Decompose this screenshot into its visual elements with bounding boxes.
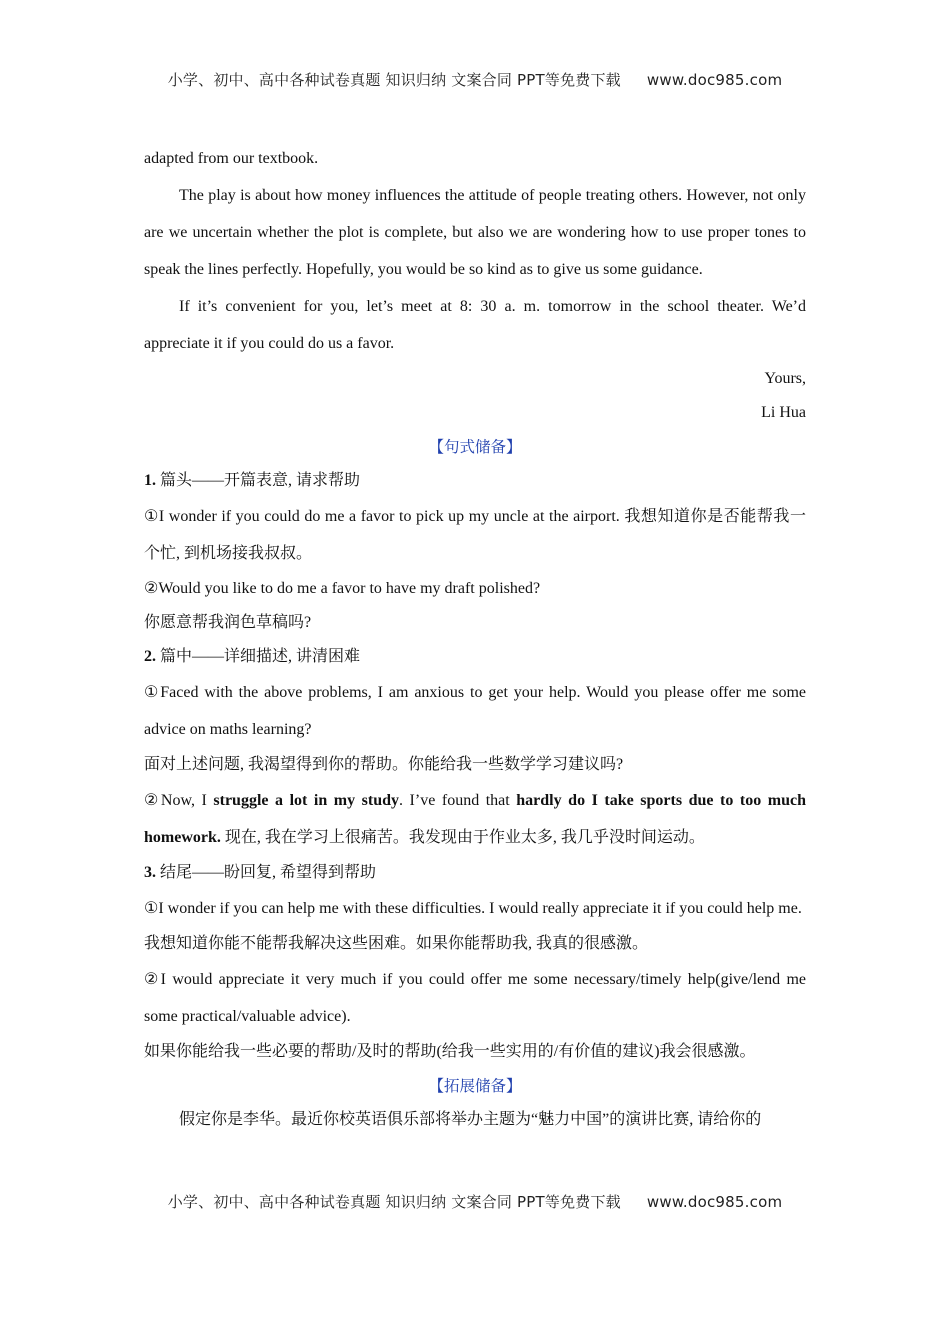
heading-ending-number: 3. — [144, 864, 156, 881]
sentence-body-2-cn: 现在, 我在学习上很痛苦。我发现由于作业太多, 我几乎没时间运动。 — [220, 829, 705, 846]
footer-banner-url[interactable]: www.doc985.com — [646, 1193, 783, 1211]
sentence-opening-1 — [144, 498, 806, 572]
sentence-opening-2-cn: 你愿意帮我润色草稿吗? — [144, 614, 312, 631]
sentence-body-1-en: ①Faced with the above problems, I am anxious to get your help. Would you please offer me some advice on maths learning? — [144, 684, 806, 738]
heading-body-text: 篇中——详细描述, 讲清困难 — [156, 648, 361, 665]
sentence-opening-1-cn: 我想知道你是否能帮我一个忙, 到机场接我叔叔。 — [144, 508, 806, 562]
sentence-opening-1-en: ①I wonder if you could do me a favor to pick up my uncle at the airport. — [144, 508, 625, 525]
header-banner — [0, 69, 950, 90]
sentence-ending-1-en: ①I wonder if you can help me with these difficulties. I would really appreciate it if you could help me. — [144, 900, 802, 917]
letter-signature: Li Hua — [761, 404, 806, 421]
heading-ending — [144, 856, 806, 890]
sentence-body-2-bold-a: struggle a lot in my study — [213, 792, 400, 809]
header-banner-text: 小学、初中、高中各种试卷真题 知识归纳 文案合同 PPT等免费下载 — [167, 71, 621, 89]
footer-banner — [0, 1191, 950, 1212]
sentence-body-2-part-c: . I’ve found that — [399, 792, 517, 809]
footer-banner-text: 小学、初中、高中各种试卷真题 知识归纳 文案合同 PPT等免费下载 — [167, 1193, 621, 1211]
extension-task-paragraph: 假定你是李华。最近你校英语俱乐部将举办主题为“魅力中国”的演讲比赛, 请给你的 — [179, 1111, 762, 1128]
heading-opening-text: 篇头——开篇表意, 请求帮助 — [156, 472, 361, 489]
heading-body-number: 2. — [144, 648, 156, 665]
heading-opening — [144, 464, 806, 498]
document-body — [144, 140, 806, 1137]
letter-paragraph-2: If it’s convenient for you, let’s meet at 8: 30 a. m. tomorrow in the school theater. We’d appreciate it if you could do us a favor. — [144, 298, 806, 352]
sentence-body-2 — [144, 782, 806, 856]
header-banner-url[interactable]: www.doc985.com — [646, 71, 783, 89]
sentence-ending-1-cn: 我想知道你能不能帮我解决这些困难。如果你能帮助我, 我真的很感激。 — [144, 935, 649, 952]
letter-continuation: adapted from our textbook. — [144, 150, 319, 167]
letter-closing: Yours, — [764, 370, 806, 387]
sentence-body-1-cn: 面对上述问题, 我渴望得到你的帮助。你能给我一些数学学习建议吗? — [144, 756, 624, 773]
sentence-opening-2-en: ②Would you like to do me a favor to have my draft polished? — [144, 580, 541, 597]
heading-ending-text: 结尾——盼回复, 希望得到帮助 — [156, 864, 377, 881]
section-title-extension: 【拓展储备】 — [428, 1077, 522, 1095]
sentence-ending-2-en: ②I would appreciate it very much if you could offer me some necessary/timely help(give/lend me some practical/valuable advice). — [144, 971, 806, 1025]
heading-opening-number: 1. — [144, 472, 156, 489]
sentence-body-2-bold-b: hardly do I take sports due to too much homework. — [144, 792, 807, 846]
sentence-body-2-part-a: ②Now, I — [144, 792, 214, 809]
section-title-sentence-bank: 【句式储备】 — [428, 438, 522, 456]
sentence-ending-2-cn: 如果你能给我一些必要的帮助/及时的帮助(给我一些实用的/有价值的建议)我会很感激。 — [144, 1043, 756, 1060]
letter-paragraph-1: The play is about how money influences the attitude of people treating others. However, not only are we uncertain whether the plot is complete, but also we are wondering how to use proper tones to speak the lines perfectly. Hopefully, you would be so kind as to give us some guidance. — [144, 187, 806, 278]
heading-body — [144, 640, 806, 674]
